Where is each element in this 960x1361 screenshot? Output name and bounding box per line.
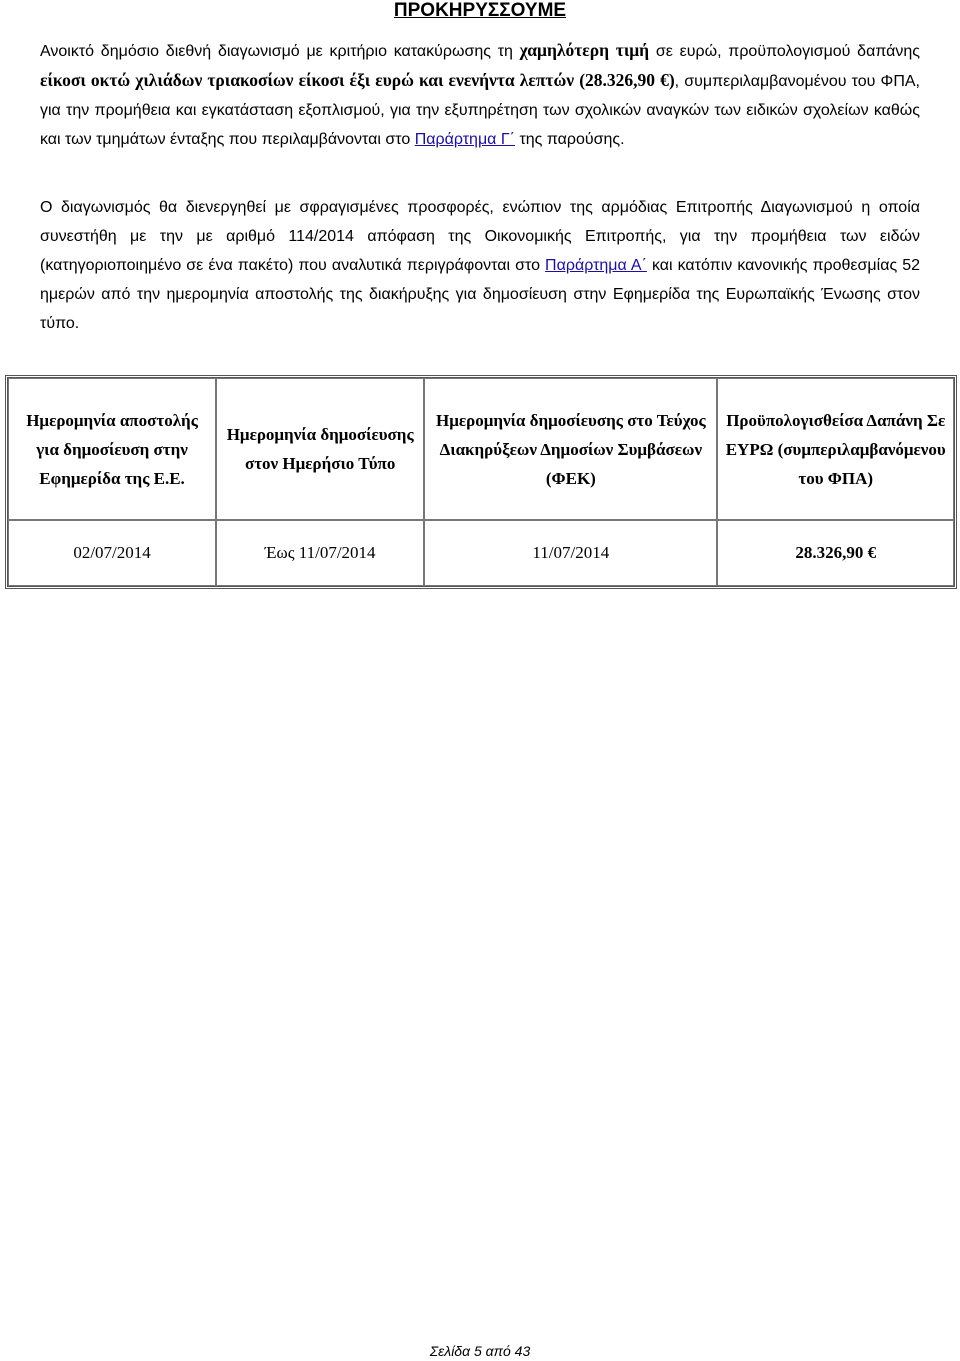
table-row [8, 520, 954, 586]
procedure-text-1: Ο διαγωνισμός θα διενεργηθεί με σφραγισμένες προσφορές, ενώπιον της αρμόδιας Επιτροπής Διαγωνισμού η οποία συνεστήθη με την με αριθμό 114/2014 απόφαση της Οικονομικής Επιτροπής, για την προμήθεια των ειδών (κατηγοριοποιημένο σε ένα πακέτο) που αναλυτικά περιγράφονται στο [40, 199, 920, 274]
page-title: ΠΡΟΚΗΡΥΣΣΟΥΜΕ [393, 0, 567, 21]
lowest-price-text: χαμηλότερη τιμή [519, 40, 650, 60]
cell-fek-publication-date: 11/07/2014 [424, 520, 717, 586]
cell-press-publication-date: Έως 11/07/2014 [216, 520, 424, 586]
table-header-row [8, 378, 954, 520]
intro-text-4: της παρούσης. [515, 131, 625, 148]
annex-c-link[interactable]: Παράρτημα Γ΄ [414, 131, 515, 148]
intro-text-3: , συμπεριλαμβανομένου του ΦΠΑ, για την προμήθεια και εγκατάσταση εξοπλισμού, για την εξυπηρέτηση των σχολικών αναγκών των ειδικών σχολείων καθώς και των τμημάτων ένταξης που περιλαμβάνονται στο [40, 73, 920, 148]
intro-paragraph [40, 36, 920, 154]
procedure-paragraph [40, 193, 920, 338]
page-number: Σελίδα 5 από 43 [429, 1343, 531, 1359]
header-budget: Προϋπολογισθείσα Δαπάνη Σε ΕΥΡΩ (συμπεριλαμβανόμενου του ΦΠΑ) [717, 378, 954, 520]
dates-table [5, 375, 957, 589]
header-press-publication-date: Ημερομηνία δημοσίευσης στον Ημερήσιο Τύπο [216, 378, 424, 520]
cell-ee-dispatch-date: 02/07/2014 [8, 520, 216, 586]
header-fek-publication-date: Ημερομηνία δημοσίευσης στο Τεύχος Διακηρύξεων Δημοσίων Συμβάσεων (ΦΕΚ) [424, 378, 717, 520]
annex-a-link[interactable]: Παράρτημα Α΄ [545, 257, 647, 274]
budget-amount-text: είκοσι οκτώ χιλιάδων τριακοσίων είκοσι έξι ευρώ και ενενήντα λεπτών (28.326,90 €) [40, 70, 675, 90]
header-ee-dispatch-date: Ημερομηνία αποστολής για δημοσίευση στην Εφημερίδα της Ε.Ε. [8, 378, 216, 520]
cell-budget: 28.326,90 € [717, 520, 954, 586]
dates-table-wrapper [5, 375, 957, 589]
procedure-text-2: και κατόπιν κανονικής προθεσμίας 52 ημερών από την ημερομηνία αποστολής της διακήρυξης για δημοσίευση στην Εφημερίδα της Ευρωπαϊκής Ένωσης στον τύπο. [40, 257, 921, 332]
intro-text-2: σε ευρώ, προϋπολογισμού δαπάνης [649, 43, 921, 60]
intro-text-1: Ανοικτό δημόσιο διεθνή διαγωνισμό με κριτήριο κατακύρωσης τη [40, 43, 520, 60]
